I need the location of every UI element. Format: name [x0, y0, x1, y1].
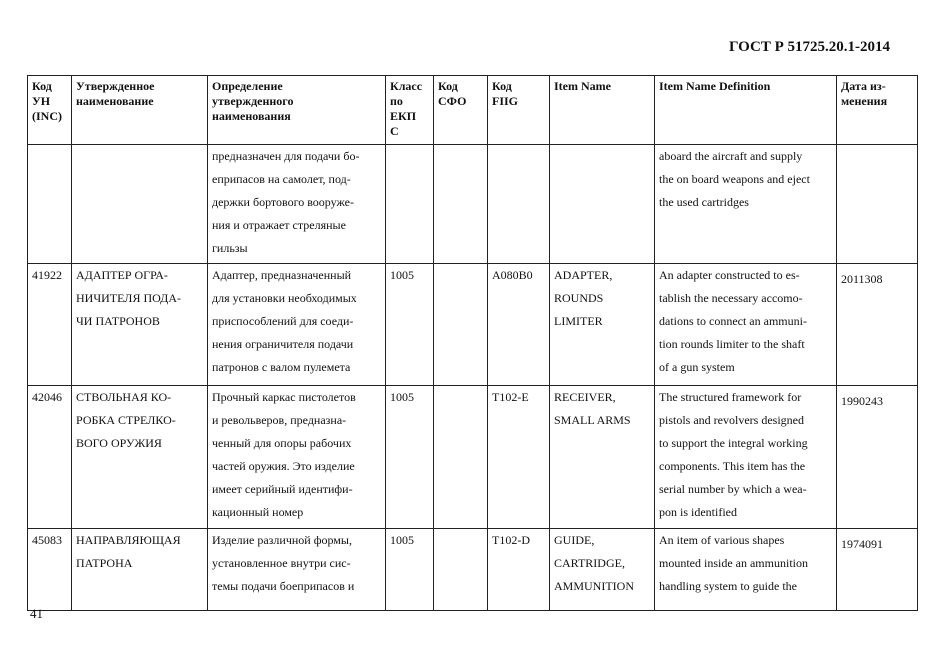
cell-class: 1005: [386, 386, 434, 529]
table-header-row: [28, 76, 918, 145]
cell-item-name: ADAPTER, ROUNDS LIMITER: [550, 264, 655, 386]
cell-approved-name: НАПРАВЛЯЮЩАЯ ПАТРОНА: [72, 529, 208, 611]
cell-approved-name: СТВОЛЬНАЯ КО- РОБКА СТРЕЛКО- ВОГО ОРУЖИЯ: [72, 386, 208, 529]
cell-inc: 41922: [28, 264, 72, 386]
table-row: [28, 264, 918, 386]
col-header-item-name: Item Name: [550, 76, 655, 145]
cell-class: 1005: [386, 529, 434, 611]
col-header-inc: Код УН (INC): [28, 76, 72, 145]
table-row: [28, 386, 918, 529]
standard-designation: ГОСТ Р 51725.20.1-2014: [728, 39, 890, 55]
cell-inc: [28, 145, 72, 264]
page-number: 41: [30, 606, 43, 621]
col-header-definition: Определение утвержденного наименования: [208, 76, 386, 145]
cell-sfo: [434, 529, 488, 611]
cell-approved-name: [72, 145, 208, 264]
cell-item-definition: An adapter constructed to es- tablish the necessary accomo- dations to connect an ammuni- tion rounds limiter to the shaft of a gun system: [655, 264, 837, 386]
cell-change-date: 1974091: [837, 529, 918, 611]
table-row: [28, 145, 918, 264]
col-header-item-definition: Item Name Definition: [655, 76, 837, 145]
cell-fiig: [488, 145, 550, 264]
cell-change-date: [837, 145, 918, 264]
cell-definition: Адаптер, предназначенный для установки необходимых приспособлений для соеди- нения ограничителя подачи патронов с валом пулемета: [208, 264, 386, 386]
cell-item-definition: The structured framework for pistols and revolvers designed to support the integral working components. This item has the serial number by which a wea- pon is identified: [655, 386, 837, 529]
cell-item-name: [550, 145, 655, 264]
cell-sfo: [434, 145, 488, 264]
col-header-class: Класс по ЕКП С: [386, 76, 434, 145]
col-header-fiig: Код FIIG: [488, 76, 550, 145]
cell-definition: Изделие различной формы, установленное внутри сис- темы подачи боеприпасов и: [208, 529, 386, 611]
table-row: [28, 529, 918, 611]
cell-definition: предназначен для подачи бо- еприпасов на самолет, под- держки бортового вооруже- ния и отражает стреляные гильзы: [208, 145, 386, 264]
col-header-change-date: Дата из- менения: [837, 76, 918, 145]
cell-fiig: T102-D: [488, 529, 550, 611]
cell-sfo: [434, 264, 488, 386]
cell-change-date: 1990243: [837, 386, 918, 529]
cell-inc: 45083: [28, 529, 72, 611]
cell-class: [386, 145, 434, 264]
col-header-approved-name: Утвержденное наименование: [72, 76, 208, 145]
cell-sfo: [434, 386, 488, 529]
col-header-sfo: Код СФО: [434, 76, 488, 145]
cell-class: 1005: [386, 264, 434, 386]
nomenclature-table: [27, 75, 918, 611]
cell-item-definition: aboard the aircraft and supply the on board weapons and eject the used cartridges: [655, 145, 837, 264]
cell-fiig: A080B0: [488, 264, 550, 386]
cell-inc: 42046: [28, 386, 72, 529]
cell-fiig: T102-E: [488, 386, 550, 529]
cell-item-definition: An item of various shapes mounted inside an ammunition handling system to guide the: [655, 529, 837, 611]
cell-approved-name: АДАПТЕР ОГРА- НИЧИТЕЛЯ ПОДА- ЧИ ПАТРОНОВ: [72, 264, 208, 386]
cell-item-name: GUIDE, CARTRIDGE, AMMUNITION: [550, 529, 655, 611]
cell-item-name: RECEIVER, SMALL ARMS: [550, 386, 655, 529]
cell-definition: Прочный каркас пистолетов и револьверов, предназна- ченный для опоры рабочих частей оружия. Это изделие имеет серийный идентифи- кационный номер: [208, 386, 386, 529]
cell-change-date: 2011308: [837, 264, 918, 386]
